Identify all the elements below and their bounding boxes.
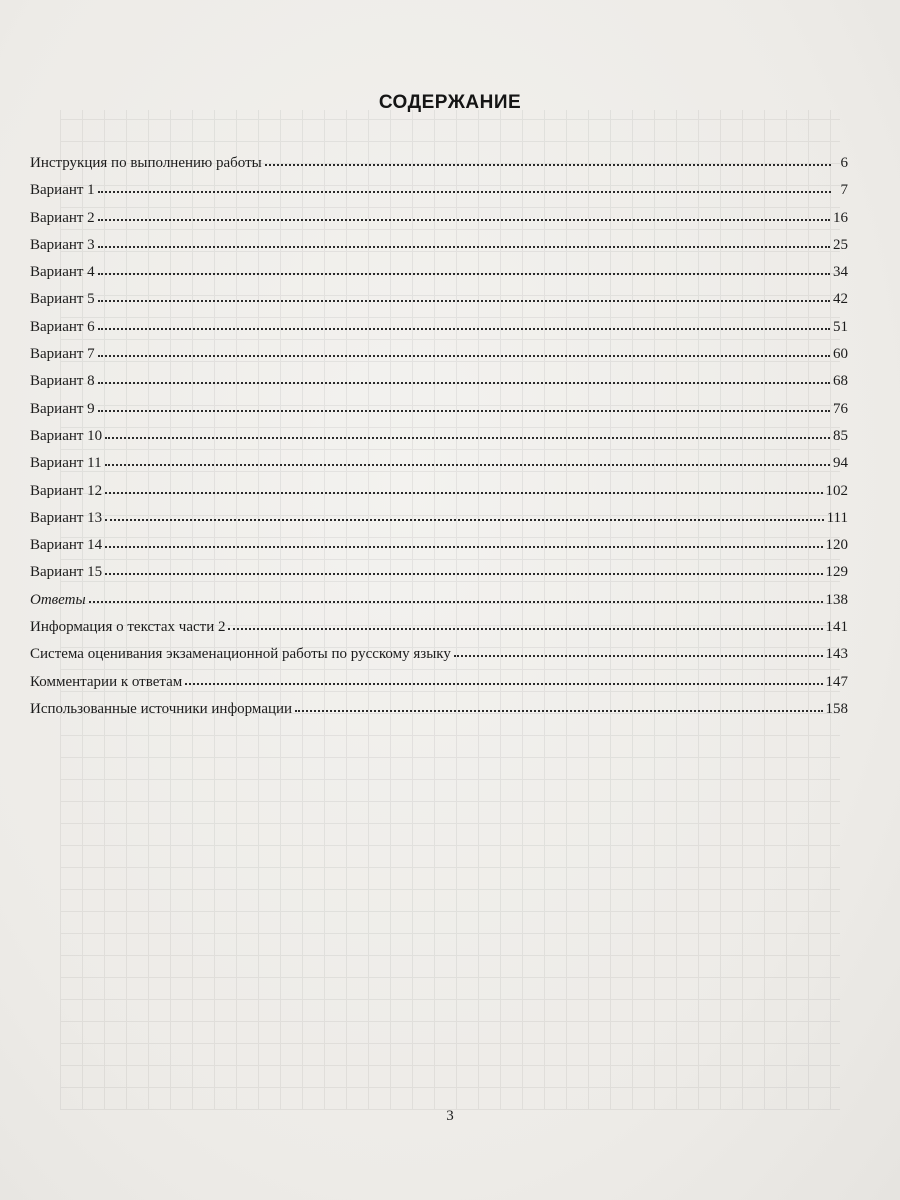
leader-dots [98, 410, 830, 412]
toc-entry-label: Комментарии к ответам [30, 673, 183, 690]
toc-entry-page: 16 [833, 209, 848, 226]
toc-entry [30, 210, 848, 237]
page-title: СОДЕРЖАНИЕ [378, 92, 522, 113]
toc-entry-label: Ответы [30, 591, 86, 608]
toc-entry-page: 138 [825, 591, 848, 608]
leader-dots [98, 273, 830, 275]
toc-entry [30, 455, 848, 482]
leader-dots [98, 382, 830, 384]
toc-entry [30, 428, 848, 455]
toc-entry [30, 264, 848, 291]
leader-dots [295, 710, 822, 712]
toc-entry-label: Вариант 13 [30, 509, 103, 526]
leader-dots [228, 628, 822, 630]
leader-dots [98, 328, 830, 330]
toc-entry-page: 111 [826, 509, 848, 526]
toc-entry [30, 237, 848, 264]
leader-dots [98, 219, 830, 221]
leader-dots [105, 573, 822, 575]
toc-entry-page: 34 [833, 264, 848, 281]
toc-entry [30, 346, 848, 373]
leader-dots [98, 300, 830, 302]
leader-dots [105, 464, 830, 466]
leader-dots [105, 492, 822, 494]
toc-entry [30, 510, 848, 537]
toc-entry-label: Использованные источники информации [30, 700, 293, 717]
leader-dots [105, 546, 822, 548]
toc-entry-page: 147 [825, 673, 848, 690]
toc-entry [30, 401, 848, 428]
toc-entry [30, 483, 848, 510]
toc-entry [30, 182, 848, 209]
toc-entry-label: Вариант 9 [30, 400, 95, 417]
toc-entry-page: 102 [825, 482, 848, 499]
leader-dots [265, 164, 831, 166]
toc-entry-label: Информация о текстах части 2 [30, 619, 226, 636]
toc-entry-page: 129 [825, 564, 848, 581]
table-of-contents [30, 155, 848, 728]
toc-entry-label: Вариант 5 [30, 291, 95, 308]
leader-dots [89, 601, 823, 603]
leader-dots [185, 683, 822, 685]
toc-entry-page: 76 [833, 400, 848, 417]
leader-dots [98, 191, 831, 193]
toc-entry-page: 143 [825, 646, 848, 663]
toc-entry-page: 42 [833, 291, 848, 308]
toc-entry [30, 291, 848, 318]
toc-entry-page: 68 [833, 373, 848, 390]
toc-entry-page: 51 [833, 318, 848, 335]
toc-entry [30, 701, 848, 728]
toc-entry [30, 155, 848, 182]
leader-dots [105, 437, 830, 439]
toc-entry [30, 564, 848, 591]
toc-entry-page: 6 [840, 155, 848, 171]
toc-entry-label: Вариант 3 [30, 236, 95, 253]
toc-entry-label: Вариант 8 [30, 373, 95, 390]
toc-entry [30, 373, 848, 400]
toc-entry [30, 674, 848, 701]
toc-entry-page: 60 [833, 346, 848, 363]
page-number: 3 [446, 1108, 454, 1124]
toc-entry-label: Инструкция по выполнению работы [30, 155, 262, 171]
toc-entry-page: 94 [833, 455, 848, 472]
leader-dots [98, 355, 830, 357]
toc-entry-page: 85 [833, 427, 848, 444]
toc-entry-label: Вариант 6 [30, 318, 95, 335]
toc-entry-label: Вариант 11 [30, 455, 102, 472]
toc-entry-page: 7 [840, 182, 848, 199]
toc-entry-label: Вариант 10 [30, 427, 103, 444]
toc-entry-label: Система оценивания экзаменационной работы по русскому языку [30, 646, 451, 663]
toc-entry-label: Вариант 2 [30, 209, 95, 226]
toc-entry [30, 319, 848, 346]
toc-entry-page: 120 [825, 537, 848, 554]
leader-dots [98, 246, 830, 248]
toc-entry-page: 158 [825, 700, 848, 717]
toc-entry-page: 25 [833, 236, 848, 253]
toc-entry-label: Вариант 7 [30, 346, 95, 363]
leader-dots [454, 655, 823, 657]
toc-entry-label: Вариант 15 [30, 564, 103, 581]
leader-dots [105, 519, 823, 521]
toc-entry [30, 537, 848, 564]
toc-entry [30, 619, 848, 646]
toc-entry-page: 141 [825, 619, 848, 636]
toc-entry-label: Вариант 12 [30, 482, 103, 499]
toc-entry-label: Вариант 14 [30, 537, 103, 554]
toc-entry-label: Вариант 1 [30, 182, 95, 199]
toc-entry [30, 592, 848, 619]
toc-entry-label: Вариант 4 [30, 264, 95, 281]
toc-entry [30, 646, 848, 673]
